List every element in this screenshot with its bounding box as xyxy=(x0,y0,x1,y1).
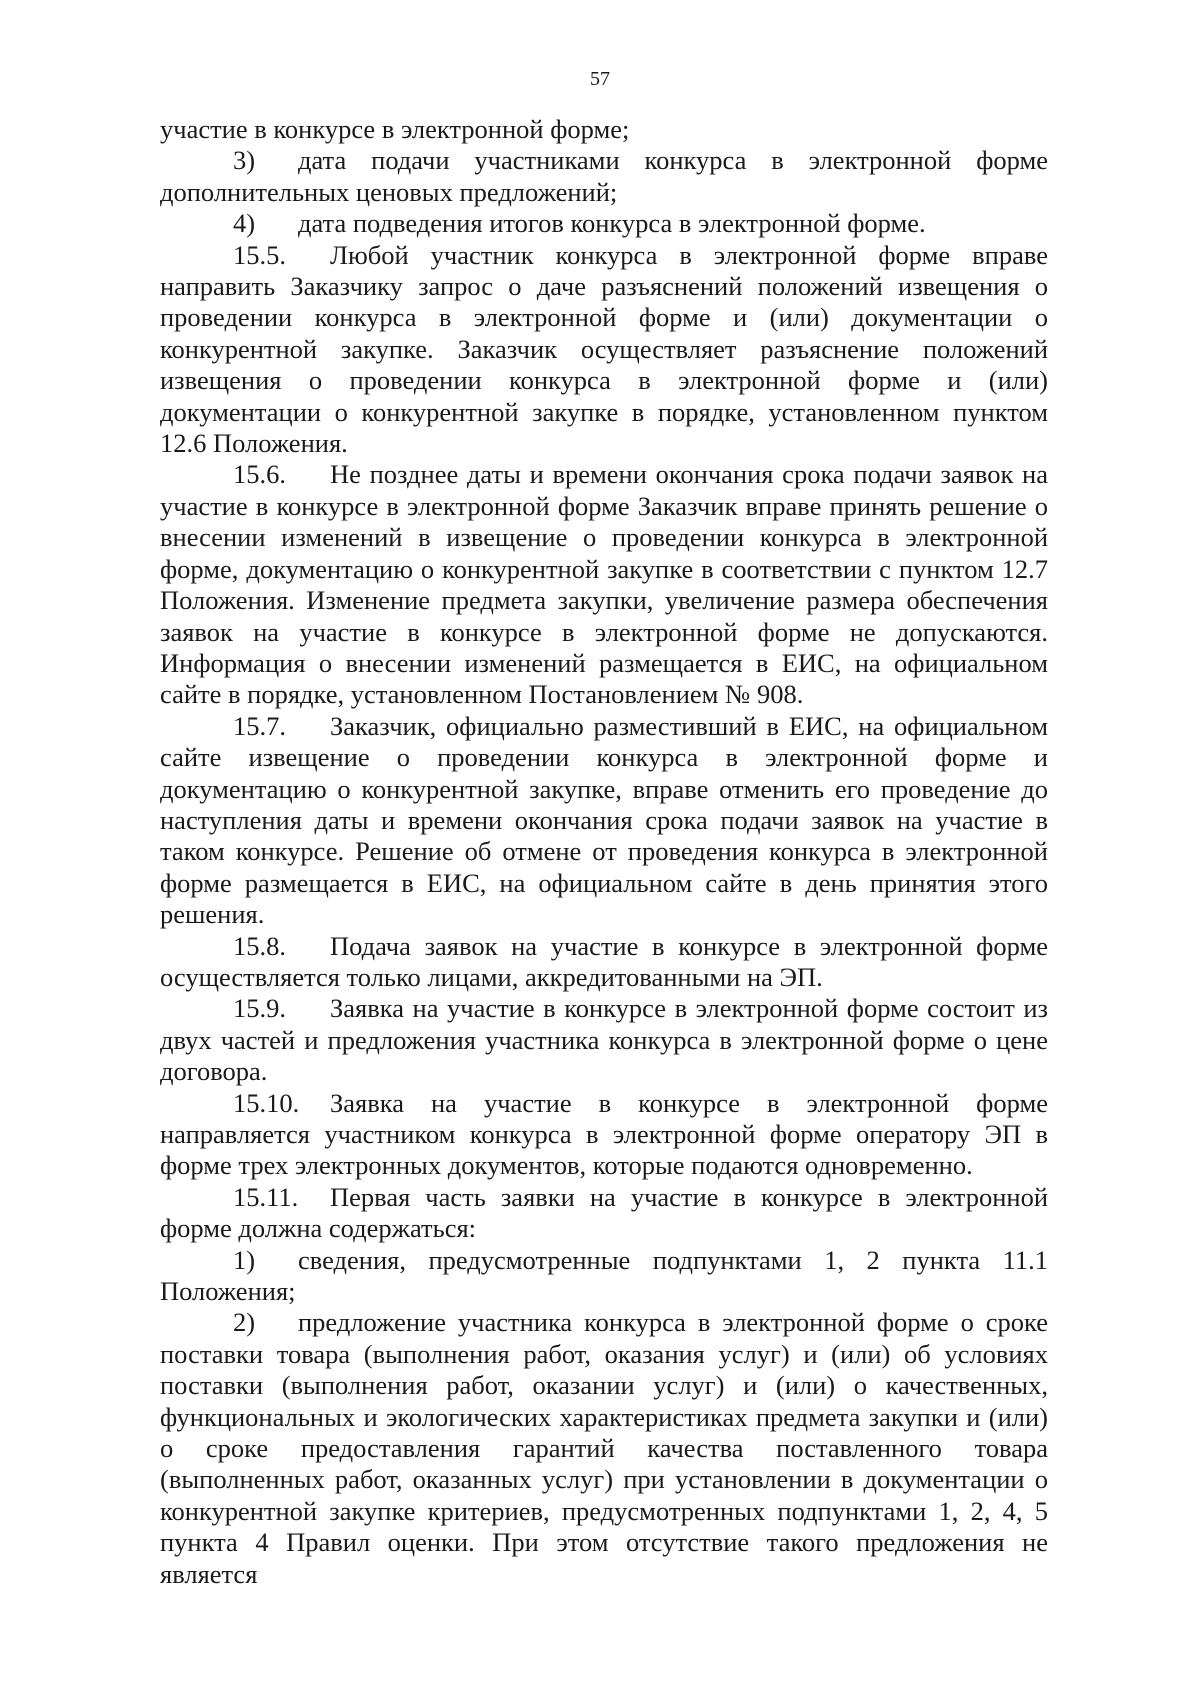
paragraph-text: Заявка на участие в конкурсе в электронной форме направляется участником конкурса в электронной форме оператору ЭП в форме трех электронных документов, которые подаются одновременно. xyxy=(160,1087,1048,1181)
paragraph-item-4 xyxy=(160,208,1048,239)
paragraph-15-6 xyxy=(160,459,1048,710)
paragraph-item-1 xyxy=(160,1245,1048,1308)
paragraph-15-9 xyxy=(160,993,1048,1087)
paragraph-text: Заказчик, официально разместивший в ЕИС, на официальном сайте извещение о проведении конкурса в электронной форме и документацию о конкурентной закупке, вправе отменить его проведение до наступления даты и времени окончания срока подачи заявок на участие в таком конкурсе. Решение об отмене от проведения конкурса в электронной форме размещается в ЕИС, на официальном сайте в день принятия этого решения. xyxy=(160,710,1048,930)
page-number: 57 xyxy=(590,68,610,90)
paragraph-number: 15.11. xyxy=(233,1181,299,1212)
paragraph-number: 15.10. xyxy=(233,1087,300,1118)
paragraph-number: 4) xyxy=(233,208,256,239)
paragraph-text: сведения, предусмотренные подпунктами 1, 2 пункта 11.1 Положения; xyxy=(160,1244,1048,1307)
paragraph-item-2 xyxy=(160,1307,1048,1590)
paragraph-text: дата подведения итогов конкурса в электронной форме. xyxy=(298,208,926,239)
paragraph-continuation xyxy=(160,114,1048,145)
paragraph-text: предложение участника конкурса в электронной форме о сроке поставки товара (выполнения работ, оказания услуг) и (или) об условиях поставки (выполнения работ, оказании услуг) и (или) о качественных, функциональных и экологических характеристиках предмета закупки и (или) о сроке предоставления гарантий качества поставленного товара (выполненных работ, оказанных услуг) при установлении в документации о конкурентной закупке критериев, предусмотренных подпунктами 1, 2, 4, 5 пункта 4 Правил оценки. При этом отсутствие такого предложения не является xyxy=(160,1307,1048,1589)
paragraph-15-8 xyxy=(160,931,1048,994)
paragraph-number: 3) xyxy=(233,145,256,176)
paragraph-number: 15.7. xyxy=(233,710,286,741)
paragraph-number: 1) xyxy=(233,1244,256,1275)
paragraph-number: 15.6. xyxy=(233,459,286,490)
paragraph-item-3 xyxy=(160,145,1048,208)
paragraph-number: 15.9. xyxy=(233,993,286,1024)
paragraph-number: 15.8. xyxy=(233,930,286,961)
paragraph-number: 2) xyxy=(233,1307,256,1338)
paragraph-text: Не позднее даты и времени окончания срока подачи заявок на участие в конкурсе в электронной форме Заказчик вправе принять решение о внесении изменений в извещение о проведении конкурса в электронной форме, документацию о конкурентной закупке в соответствии с пунктом 12.7 Положения. Изменение предмета закупки, увеличение размера обеспечения заявок на участие в конкурсе в электронной форме не допускаются. Информация о внесении изменений размещается в ЕИС, на официальном сайте в порядке, установленном Постановлением № 908. xyxy=(160,459,1048,710)
paragraph-text: участие в конкурсе в электронной форме; xyxy=(160,114,630,144)
paragraph-text: Любой участник конкурса в электронной форме вправе направить Заказчику запрос о даче разъяснений положений извещения о проведении конкурса в электронной форме и (или) документации о конкурентной закупке. Заказчик осуществляет разъяснение положений извещения о проведении конкурса в электронной форме и (или) документации о конкурентной закупке в порядке, установленном пунктом 12.6 Положения. xyxy=(160,239,1048,459)
paragraph-15-10 xyxy=(160,1088,1048,1182)
paragraph-15-5 xyxy=(160,240,1048,460)
paragraph-text: Заявка на участие в конкурсе в электронной форме состоит из двух частей и предложения участника конкурса в электронной форме о цене договора. xyxy=(160,993,1048,1087)
paragraph-text: дата подачи участниками конкурса в электронной форме дополнительных ценовых предложений; xyxy=(160,145,1048,207)
body-text xyxy=(160,114,1048,1590)
paragraph-text: Подача заявок на участие в конкурсе в электронной форме осуществляется только лицами, аккредитованными на ЭП. xyxy=(160,930,1048,992)
paragraph-number: 15.5. xyxy=(233,239,286,270)
paragraph-15-7 xyxy=(160,711,1048,931)
paragraph-15-11 xyxy=(160,1182,1048,1245)
paragraph-text: Первая часть заявки на участие в конкурсе в электронной форме должна содержаться: xyxy=(160,1181,1048,1244)
